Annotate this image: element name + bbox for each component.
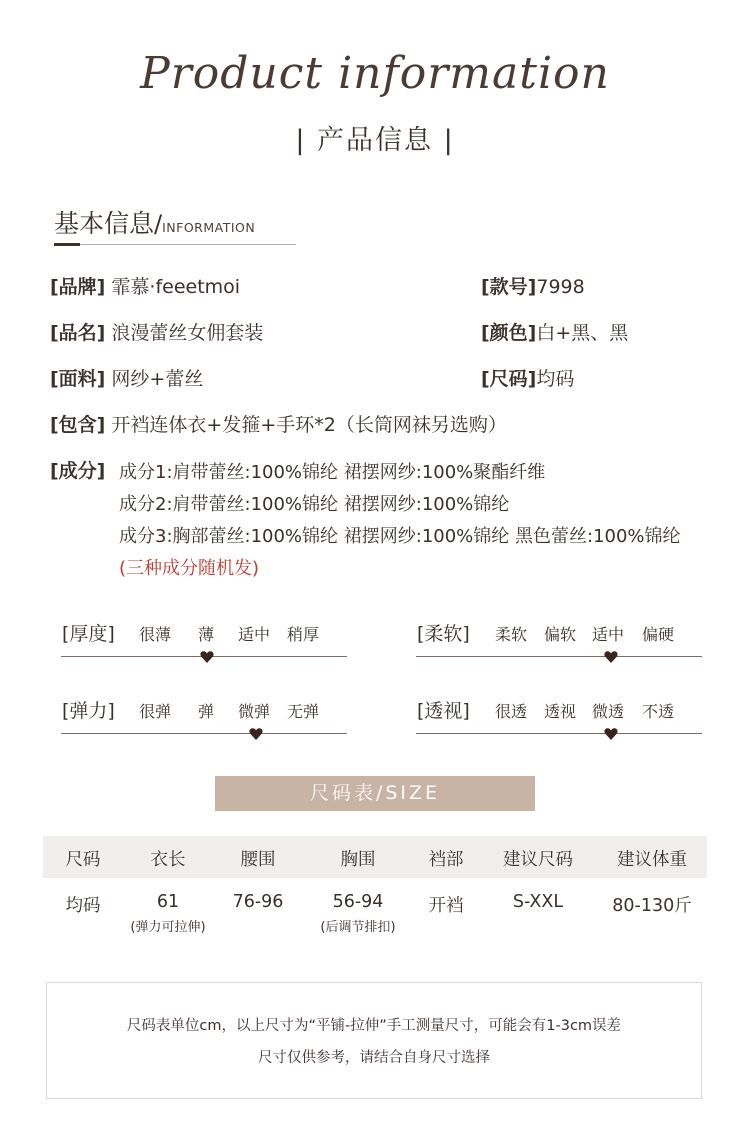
note-box xyxy=(46,982,702,1099)
info-key: [款号] xyxy=(481,276,537,298)
transparency-option: 微透 xyxy=(592,702,625,721)
transparency-heart-icon xyxy=(604,727,618,741)
transparency-scale xyxy=(416,733,702,734)
thickness-heart-icon xyxy=(200,650,214,664)
info-size xyxy=(481,364,574,391)
info-color xyxy=(481,318,628,345)
info-key: [尺码] xyxy=(481,368,537,390)
transparency-option: 很透 xyxy=(495,702,528,721)
section-title: 基本信息 xyxy=(54,209,155,238)
info-key: [面料] xyxy=(50,368,106,390)
thickness-option: 很薄 xyxy=(139,625,172,644)
info-value: 7998 xyxy=(536,276,585,298)
section-underline xyxy=(54,244,296,245)
softness-scale xyxy=(416,656,702,657)
info-style-no xyxy=(481,272,585,299)
thickness-option: 适中 xyxy=(238,625,271,644)
size-table-header-cell: 胸围 xyxy=(340,850,376,870)
elasticity-option: 很弹 xyxy=(139,702,172,721)
elasticity-option: 弹 xyxy=(198,702,215,721)
transparency-option: 不透 xyxy=(642,702,675,721)
info-key: [包含] xyxy=(50,414,106,436)
section-slash: / xyxy=(154,210,163,238)
elasticity-label: [弹力] xyxy=(62,700,115,722)
info-value: 霏慕·feeetmoi xyxy=(111,276,241,298)
size-table-header-cell: 尺码 xyxy=(65,850,101,870)
size-table-cell-note: (弹力可拉伸) xyxy=(130,920,206,935)
thickness-label: [厚度] xyxy=(62,623,115,645)
info-brand xyxy=(50,272,240,299)
info-value: 均码 xyxy=(536,368,575,390)
size-table-header-cell: 建议体重 xyxy=(617,850,687,870)
size-table-header-cell: 建议尺码 xyxy=(503,850,573,870)
info-name xyxy=(50,318,263,345)
elasticity-option: 无弹 xyxy=(287,702,320,721)
size-table-banner: 尺码表/SIZE xyxy=(215,776,535,811)
elasticity-option: 微弹 xyxy=(238,702,271,721)
info-value: 网纱+蕾丝 xyxy=(111,368,204,390)
elasticity-heart-icon xyxy=(249,727,263,741)
size-table-header-cell: 衣长 xyxy=(150,850,186,870)
note-line-1: 尺码表单位cm，以上尺寸为“平铺-拉伸”手工测量尺寸，可能会有1-3cm误差 xyxy=(126,1018,622,1034)
transparency-label: [透视] xyxy=(417,700,470,722)
elasticity-scale xyxy=(61,733,347,734)
size-table-cell: S-XXL xyxy=(512,892,564,912)
page-title: | 产品信息 | xyxy=(295,125,455,156)
info-value: 白+黑、黑 xyxy=(536,322,629,344)
size-table-cell: 61 xyxy=(156,892,180,912)
softness-label: [柔软] xyxy=(417,623,470,645)
thickness-option: 稍厚 xyxy=(287,625,320,644)
section-subtitle: INFORMATION xyxy=(162,220,256,235)
softness-option: 柔软 xyxy=(495,625,528,644)
size-table-cell: 76-96 xyxy=(232,892,284,912)
note-line-2: 尺寸仅供参考，请结合自身尺寸选择 xyxy=(258,1050,490,1066)
softness-heart-icon xyxy=(604,650,618,664)
size-table-cell: 均码 xyxy=(65,896,101,916)
composition-note: (三种成分随机发) xyxy=(119,558,260,579)
size-table-cell-note: (后调节排扣) xyxy=(320,920,396,935)
transparency-option: 透视 xyxy=(544,702,577,721)
size-table-cell: 开裆 xyxy=(428,896,464,916)
info-fabric xyxy=(50,364,203,391)
info-includes xyxy=(50,410,507,437)
size-table-cell: 80-130斤 xyxy=(612,896,692,916)
softness-option: 偏软 xyxy=(544,625,577,644)
thickness-option: 薄 xyxy=(198,625,215,644)
composition-line-2: 成分2:肩带蕾丝:100%锦纶 裙摆网纱:100%锦纶 xyxy=(119,494,510,515)
script-title: Product information xyxy=(140,48,610,99)
info-value: 开裆连体衣+发箍+手环*2（长筒网袜另选购） xyxy=(111,414,507,436)
composition-line-3: 成分3:胸部蕾丝:100%锦纶 裙摆网纱:100%锦纶 黑色蕾丝:100%锦纶 xyxy=(119,526,681,547)
composition-line-1: 成分1:肩带蕾丝:100%锦纶 裙摆网纱:100%聚酯纤维 xyxy=(119,462,546,483)
softness-option: 偏硬 xyxy=(642,625,675,644)
info-value: 浪漫蕾丝女佣套装 xyxy=(111,322,264,344)
section-underline-accent xyxy=(54,243,80,246)
size-table-cell: 56-94 xyxy=(332,892,384,912)
info-composition-key xyxy=(50,456,105,483)
softness-option: 适中 xyxy=(592,625,625,644)
info-key: [品名] xyxy=(50,322,106,344)
info-key: [颜色] xyxy=(481,322,537,344)
section-heading xyxy=(54,204,255,240)
info-key: [品牌] xyxy=(50,276,106,298)
size-table-header-cell: 腰围 xyxy=(240,850,276,870)
size-table-header-cell: 裆部 xyxy=(428,850,464,870)
info-key: [成分] xyxy=(50,460,106,482)
